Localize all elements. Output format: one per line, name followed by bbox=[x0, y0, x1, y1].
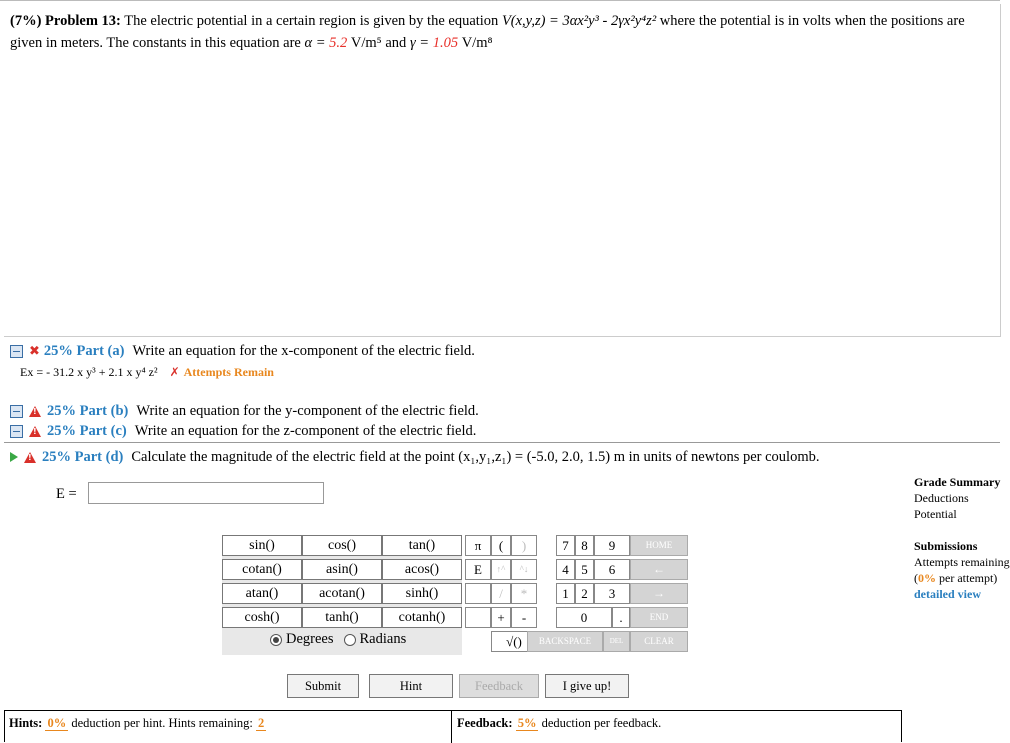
key-3[interactable]: 3 bbox=[594, 583, 630, 604]
submit-button[interactable]: Submit bbox=[287, 674, 359, 698]
part-a-expression: Ex = - 31.2 x y³ + 2.1 x y⁴ z² bbox=[20, 365, 158, 379]
alpha-value: 5.2 bbox=[329, 35, 348, 51]
feedback-label: Feedback: bbox=[457, 716, 513, 730]
fn-acos[interactable]: acos() bbox=[382, 559, 462, 580]
warning-icon bbox=[24, 452, 36, 463]
radians-label: Radians bbox=[359, 631, 407, 647]
collapse-icon[interactable] bbox=[10, 425, 23, 438]
part-c-text: Write an equation for the z-component of the electric field. bbox=[134, 422, 477, 439]
key-1[interactable]: 1 bbox=[556, 583, 575, 604]
right-arrow-icon[interactable]: → bbox=[630, 583, 688, 604]
per-attempt: (0% per attempt) bbox=[914, 571, 998, 585]
collapse-icon[interactable] bbox=[10, 345, 23, 358]
key-4[interactable]: 4 bbox=[556, 559, 575, 580]
part-a-answer bbox=[20, 365, 274, 380]
gamma-value: 1.05 bbox=[432, 35, 459, 51]
per-attempt-text: per attempt) bbox=[939, 571, 998, 585]
degrees-label: Degrees bbox=[286, 631, 334, 647]
key-8[interactable]: 8 bbox=[575, 535, 594, 556]
part-d-label: 25% Part (d) bbox=[42, 448, 124, 465]
key-end[interactable]: END bbox=[630, 607, 688, 628]
keypad bbox=[465, 535, 689, 655]
x-icon: ✗ bbox=[169, 365, 180, 379]
key-star[interactable]: * bbox=[511, 583, 537, 604]
and-word: and bbox=[385, 35, 407, 51]
problem-equation: V(x,y,z) = 3αx²y³ - 2γx²y⁴z² bbox=[501, 13, 657, 29]
angle-mode bbox=[270, 631, 406, 648]
key-5[interactable]: 5 bbox=[575, 559, 594, 580]
incorrect-icon: ✖ bbox=[29, 343, 40, 359]
part-d-text: Calculate the magnitude of the electric field at the point (x₁,y₁,z₁) = (-5.0, 2.0, 1.5) m in units of newtons per coulomb. bbox=[131, 448, 820, 465]
key-rparen[interactable]: ) bbox=[511, 535, 537, 556]
key-backspace[interactable]: BACKSPACE bbox=[527, 631, 603, 652]
fn-cotanh[interactable]: cotanh() bbox=[382, 607, 462, 628]
answer-input[interactable] bbox=[88, 482, 324, 504]
key-minus[interactable]: - bbox=[511, 607, 537, 628]
hints-remaining: 2 bbox=[258, 716, 265, 730]
key-plus[interactable]: + bbox=[491, 607, 511, 628]
hint-button[interactable]: Hint bbox=[369, 674, 453, 698]
part-b-label: 25% Part (b) bbox=[47, 402, 129, 419]
collapse-icon[interactable] bbox=[10, 405, 23, 418]
key-dot[interactable]: . bbox=[612, 607, 630, 628]
per-attempt-pct: 0% bbox=[918, 571, 936, 585]
attempts-remaining: Attempts remaining bbox=[914, 555, 1010, 569]
hints-info bbox=[9, 716, 266, 731]
hints-label: Hints: bbox=[9, 716, 43, 730]
key-0[interactable]: 0 bbox=[556, 607, 612, 628]
key-del[interactable]: DEL bbox=[603, 631, 630, 652]
attempts-remain bbox=[170, 365, 274, 380]
feedback-text: deduction per feedback. bbox=[541, 716, 662, 730]
expand-arrow-icon[interactable] bbox=[10, 452, 18, 462]
fn-asin[interactable]: asin() bbox=[302, 559, 382, 580]
function-panel bbox=[222, 535, 462, 655]
potential-label: Potential bbox=[914, 507, 957, 521]
part-a-label: 25% Part (a) bbox=[43, 342, 125, 359]
key-6[interactable]: 6 bbox=[594, 559, 630, 580]
attempts-remain-text: Attempts Remain bbox=[183, 365, 274, 379]
key-home[interactable]: HOME bbox=[630, 535, 688, 556]
fn-cos[interactable]: cos() bbox=[302, 535, 382, 556]
fn-acotan[interactable]: acotan() bbox=[302, 583, 382, 604]
grade-summary-title: Grade Summary bbox=[914, 475, 1001, 489]
fn-cosh[interactable]: cosh() bbox=[222, 607, 302, 628]
key-clear[interactable]: CLEAR bbox=[630, 631, 688, 652]
footer bbox=[4, 710, 902, 742]
problem-title: Problem 13: bbox=[45, 13, 121, 29]
fn-atan[interactable]: atan() bbox=[222, 583, 302, 604]
key-7[interactable]: 7 bbox=[556, 535, 575, 556]
key-2[interactable]: 2 bbox=[575, 583, 594, 604]
fn-tanh[interactable]: tanh() bbox=[302, 607, 382, 628]
problem-text-1: The electric potential in a certain region is given by the equation bbox=[124, 13, 499, 29]
key-slash[interactable]: / bbox=[491, 583, 511, 604]
fn-tan[interactable]: tan() bbox=[382, 535, 462, 556]
hints-text: deduction per hint. Hints remaining: bbox=[71, 716, 253, 730]
degrees-radio[interactable] bbox=[270, 634, 282, 646]
top-border bbox=[0, 0, 1000, 1]
deductions-label: Deductions bbox=[914, 491, 969, 505]
warning-icon bbox=[29, 426, 41, 437]
part-d-row[interactable] bbox=[10, 447, 820, 467]
key-sqrt[interactable]: √() bbox=[491, 631, 537, 652]
answer-label: E = bbox=[56, 486, 77, 502]
feedback-button[interactable]: Feedback bbox=[459, 674, 539, 698]
key-e[interactable]: E bbox=[465, 559, 491, 580]
fn-sinh[interactable]: sinh() bbox=[382, 583, 462, 604]
part-c-row[interactable] bbox=[10, 421, 476, 441]
key-blank-1 bbox=[465, 583, 491, 604]
key-pi[interactable]: π bbox=[465, 535, 491, 556]
part-a-row[interactable] bbox=[10, 341, 475, 361]
key-lparen[interactable]: ( bbox=[491, 535, 511, 556]
submissions-title: Submissions bbox=[914, 539, 978, 553]
problem-statement bbox=[10, 10, 990, 54]
gamma-label: γ = bbox=[409, 35, 430, 51]
give-up-button[interactable]: I give up! bbox=[545, 674, 629, 698]
footer-divider bbox=[451, 711, 452, 743]
problem-percent: (7%) bbox=[10, 13, 42, 29]
part-b-text: Write an equation for the y-component of the electric field. bbox=[136, 402, 479, 419]
warning-icon bbox=[29, 406, 41, 417]
alpha-label: α = bbox=[304, 35, 326, 51]
key-blank-2 bbox=[465, 607, 491, 628]
fn-cotan[interactable]: cotan() bbox=[222, 559, 302, 580]
part-c-label: 25% Part (c) bbox=[47, 422, 127, 439]
key-caret[interactable]: ^↓ bbox=[511, 559, 537, 580]
grade-summary bbox=[914, 474, 1010, 602]
left-arrow-icon[interactable]: ← bbox=[630, 559, 688, 580]
key-up-caret[interactable]: ↑^ bbox=[491, 559, 511, 580]
fn-sin[interactable]: sin() bbox=[222, 535, 302, 556]
problem-text-2: where the potential is in volts when the positions are given in meters. The constants in this equation are bbox=[10, 13, 965, 51]
radians-radio[interactable] bbox=[344, 634, 356, 646]
part-b-row[interactable] bbox=[10, 401, 479, 421]
feedback-info bbox=[457, 716, 661, 731]
separator bbox=[4, 442, 1000, 443]
gamma-unit: V/m⁸ bbox=[461, 35, 493, 51]
detailed-view-link[interactable]: detailed view bbox=[914, 587, 981, 601]
hints-pct: 0% bbox=[47, 716, 67, 730]
part-a-text: Write an equation for the x-component of the electric field. bbox=[132, 342, 475, 359]
alpha-unit: V/m⁵ bbox=[350, 35, 382, 51]
key-9[interactable]: 9 bbox=[594, 535, 630, 556]
feedback-pct: 5% bbox=[517, 716, 537, 730]
